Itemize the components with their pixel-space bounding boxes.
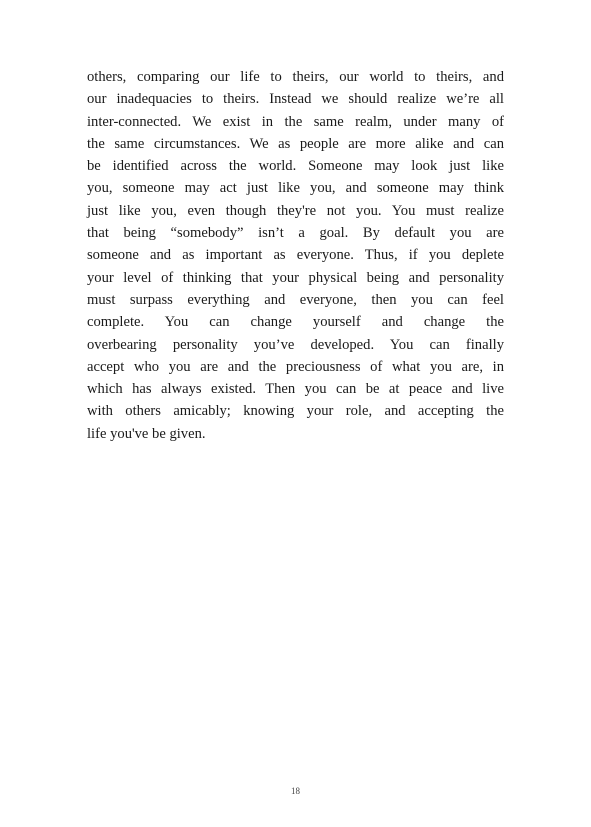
text-line: just like you, even though they're not you. You must realize bbox=[87, 202, 504, 219]
text-line: with others amicably; knowing your role, and accepting the bbox=[87, 403, 504, 420]
text-line: others, comparing our life to theirs, our world to theirs, and bbox=[87, 69, 504, 85]
text-line: our inadequacies to theirs. Instead we should realize we’re all bbox=[87, 91, 504, 108]
text-line: that being “somebody” isn’t a goal. By default you are bbox=[87, 225, 504, 242]
text-line: the same circumstances. We as people are more alike and can bbox=[87, 135, 504, 152]
text-line: which has always existed. Then you can be at peace and live bbox=[87, 381, 504, 398]
page-number: 18 bbox=[291, 786, 300, 796]
text-line: your level of thinking that your physical being and personality bbox=[87, 269, 504, 286]
text-line: accept who you are and the preciousness of what you are, in bbox=[87, 358, 504, 375]
text-line-last: life you've be given. bbox=[87, 425, 206, 442]
text-line: you, someone may act just like you, and someone may think bbox=[87, 180, 504, 197]
text-line: someone and as important as everyone. Thus, if you deplete bbox=[87, 247, 504, 264]
text-line: inter-connected. We exist in the same realm, under many of bbox=[87, 113, 504, 130]
text-line: must surpass everything and everyone, then you can feel bbox=[87, 291, 504, 308]
text-line: be identified across the world. Someone may look just like bbox=[87, 158, 504, 175]
text-line: overbearing personality you’ve developed. You can finally bbox=[87, 336, 504, 353]
text-line: complete. You can change yourself and change the bbox=[87, 314, 504, 331]
body-paragraph bbox=[87, 66, 504, 445]
